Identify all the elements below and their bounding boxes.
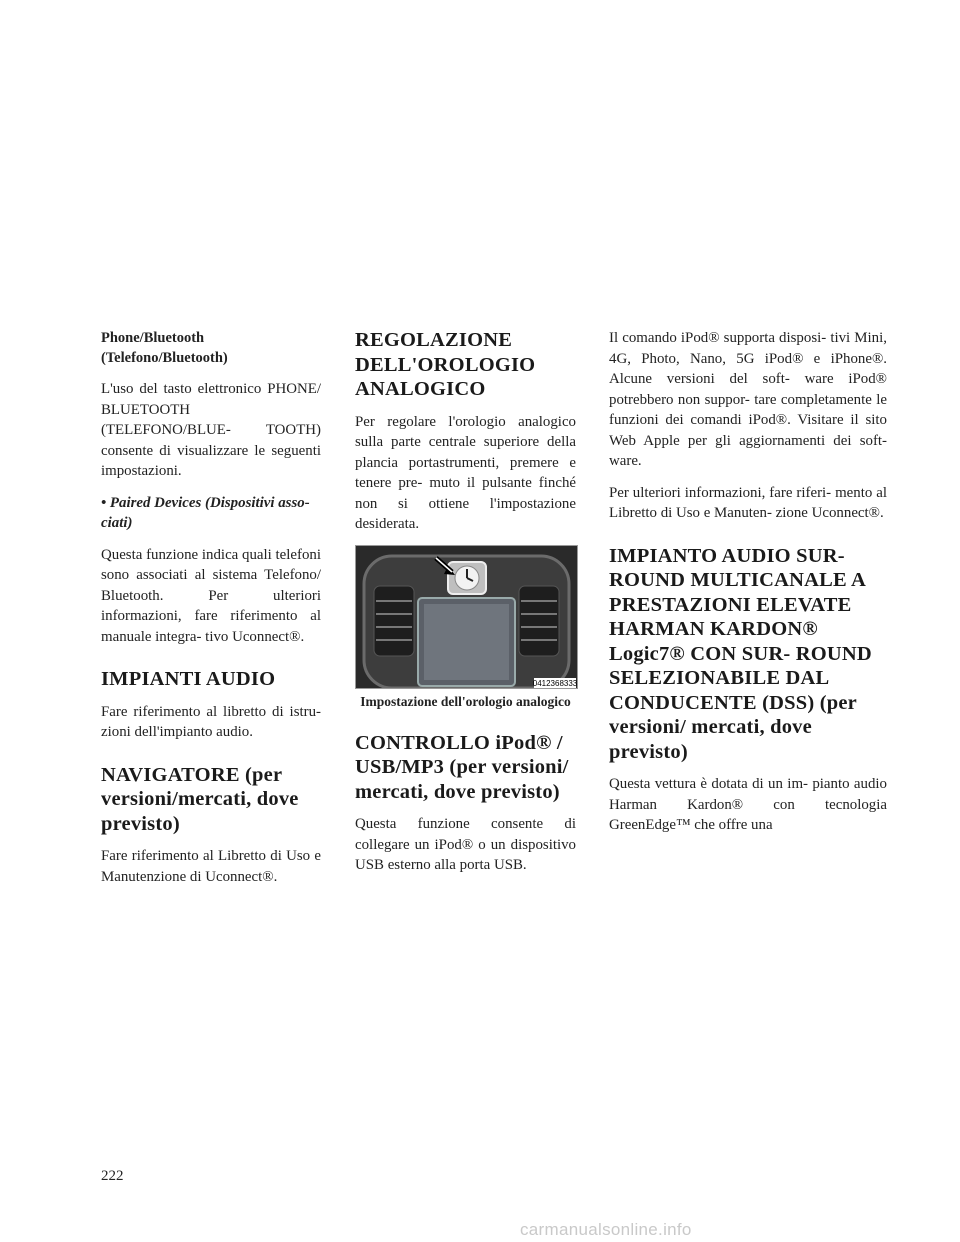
clock-text: Per regolare l'orologio analogico sulla parte centrale superiore della plancia portastrumenti, premere e tenere pre- muto il pulsante finché non si ottiene l'impostazione desiderata. bbox=[355, 413, 576, 532]
navigator-heading: NAVIGATORE (per versioni/mercati, dove previsto) bbox=[101, 763, 299, 835]
page-number: 222 bbox=[101, 1168, 124, 1184]
ipod-support-text: Il comando iPod® supporta disposi- tivi Mini, 4G, Photo, Nano, 5G iPod® e iPhone®. Alcune versioni del soft- ware iPod® potrebbero non suppor- tare completamente le funzioni dei comandi iPod®. Visitare il sito Web Apple per gli aggiornamenti dei soft- ware. bbox=[609, 330, 887, 469]
navigator-text: Fare riferimento al Libretto di Uso e Manutenzione di Uconnect®. bbox=[101, 848, 321, 885]
ipod-heading: CONTROLLO iPod® / USB/MP3 (per versioni/ mercati, dove previsto) bbox=[355, 731, 569, 803]
analog-clock-figure bbox=[355, 545, 578, 689]
figure-code: 0412368333 bbox=[532, 678, 577, 688]
column-right bbox=[609, 328, 887, 836]
phone-bluetooth-text: L'uso del tasto elettronico PHONE/ BLUETOOTH (TELEFONO/BLUE- TOOTH) consente di visualizzare le seguenti impostazioni. bbox=[101, 381, 321, 479]
audio-heading: IMPIANTI AUDIO bbox=[101, 668, 276, 690]
column-left bbox=[101, 328, 321, 887]
column-middle bbox=[355, 328, 576, 876]
clock-heading: REGOLAZIONE DELL'OROLOGIO ANALOGICO bbox=[355, 329, 536, 400]
paired-devices-bullet: • Paired Devices (Dispositivi asso- ciati) bbox=[101, 494, 310, 531]
watermark: carmanualsonline.info bbox=[520, 1220, 692, 1239]
audio-text: Fare riferimento al libretto di istru- zioni dell'impianto audio. bbox=[101, 703, 321, 740]
harman-kardon-heading: IMPIANTO AUDIO SUR- ROUND MULTICANALE A PRESTAZIONI ELEVATE HARMAN KARDON® Logic7® CON SUR- ROUND SELEZIONABILE DAL CONDUCENTE (DSS) (per versioni/ mercati, dove previsto) bbox=[609, 544, 872, 763]
phone-bluetooth-label: Phone/Bluetooth (Telefono/Bluetooth) bbox=[101, 330, 228, 366]
harman-kardon-text: Questa vettura è dotata di un im- pianto audio Harman Kardon® con tecnologia GreenEdge™ che offre una bbox=[609, 776, 887, 833]
dashboard-clock-illustration bbox=[356, 546, 577, 688]
paired-devices-text: Questa funzione indica quali telefoni sono associati al sistema Telefono/ Bluetooth. Per ulteriori informazioni, fare riferimento al manuale integra- tivo Uconnect®. bbox=[101, 546, 321, 645]
ipod-more-info-text: Per ulteriori informazioni, fare riferi- mento al Libretto di Uso e Manuten- zione Uconnect®. bbox=[609, 484, 887, 521]
figure-caption: Impostazione dell'orologio analogico bbox=[360, 693, 571, 709]
ipod-text: Questa funzione consente di collegare un iPod® o un dispositivo USB esterno alla porta USB. bbox=[355, 816, 576, 873]
